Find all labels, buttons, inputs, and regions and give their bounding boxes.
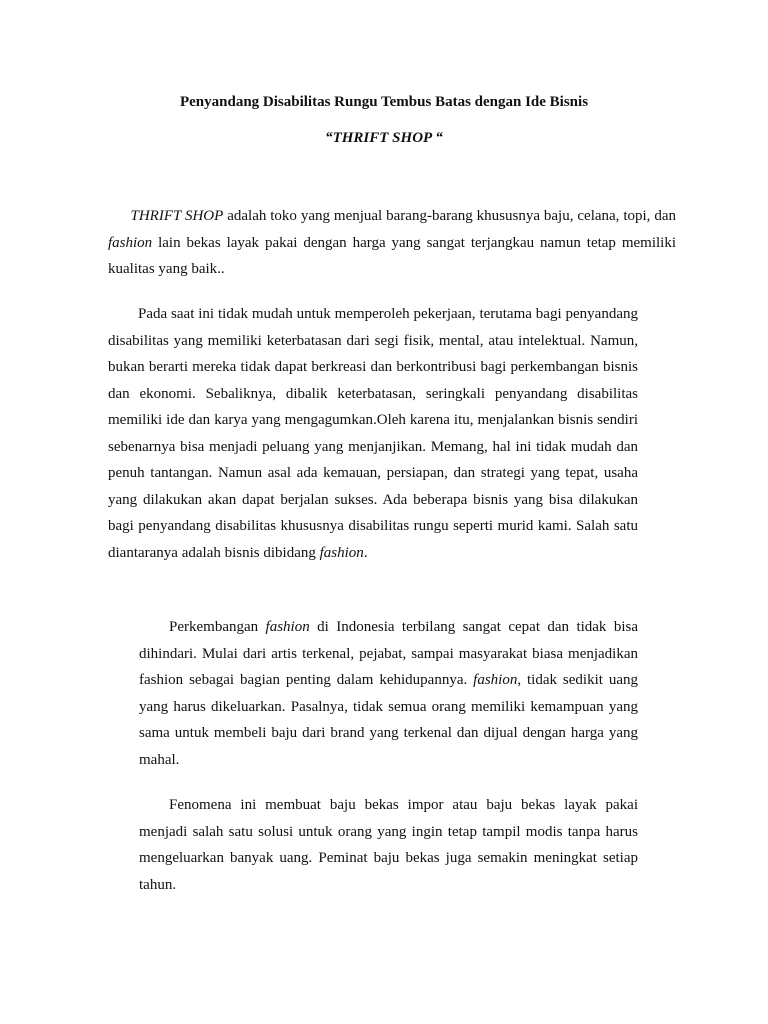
text-segment: , tidak sedikit uang yang harus dikeluarkan. Pasalnya, tidak semua orang memiliki kemampuan yang sama untuk membeli baju dari brand yang terkenal dan dijual dengan harga yang mahal. xyxy=(139,672,638,768)
text-segment: THRIFT SHOP xyxy=(130,208,224,224)
text-segment: di Indonesia terbilang sangat cepat dan tidak bisa dihindari. Mulai dari artis terkenal, pejabat, sampai masyarakat biasa menjadikan fashion sebagai bagian penting dalam kehidupannya. xyxy=(139,619,638,688)
text-segment: fashion xyxy=(319,544,364,561)
text-segment: fashion xyxy=(473,672,518,688)
text-segment: lain bekas layak pakai dengan harga yang sangat terjangkau namun tetap memiliki kualitas yang baik.. xyxy=(108,234,676,277)
document-subtitle: “THRIFT SHOP “ xyxy=(325,130,443,146)
paragraph-phenomenon xyxy=(139,792,638,898)
paragraph-fashion-development xyxy=(139,614,638,773)
text-segment: fashion xyxy=(265,619,310,635)
document-title: Penyandang Disabilitas Rungu Tembus Batas dengan Ide Bisnis xyxy=(179,94,589,110)
text-segment: adalah toko yang menjual barang-barang khususnya baju, celana, topi, dan xyxy=(223,208,676,224)
text-segment: . xyxy=(363,544,368,561)
paragraph-intro xyxy=(108,203,676,283)
paragraph-employment xyxy=(108,301,638,566)
text-segment: fashion xyxy=(108,234,153,251)
text-segment: Perkembangan xyxy=(169,619,266,635)
text-segment: Pada saat ini tidak mudah untuk memperoleh pekerjaan, terutama bagi penyandang disabilitas yang memiliki keterbatasan dari segi fisik, mental, atau intelektual. Namun, bukan berarti mereka tidak dapat berkreasi dan berkontribusi bagi perkembangan bisnis dan ekonomi. Sebaliknya, dibalik keterbatasan, seringkali penyandang disabilitas memiliki ide dan karya yang mengagumkan.Oleh karena itu, menjalankan bisnis sendiri sebenarnya bisa menjadi peluang yang menjanjikan. Memang, hal ini tidak mudah dan penuh tantangan. Namun asal ada kemauan, persiapan, dan strategi yang tepat, usaha yang dilakukan akan dapat berjalan sukses. Ada beberapa bisnis yang bisa dilakukan bagi penyandang disabilitas khususnya disabilitas rungu seperti murid kami. Salah satu diantaranya adalah bisnis dibidang xyxy=(108,306,638,561)
text-segment: Fenomena ini membuat baju bekas impor atau baju bekas layak pakai menjadi salah satu solusi untuk orang yang ingin tetap tampil modis tanpa harus mengeluarkan banyak uang. Peminat baju bekas juga semakin meningkat setiap tahun. xyxy=(139,797,638,893)
